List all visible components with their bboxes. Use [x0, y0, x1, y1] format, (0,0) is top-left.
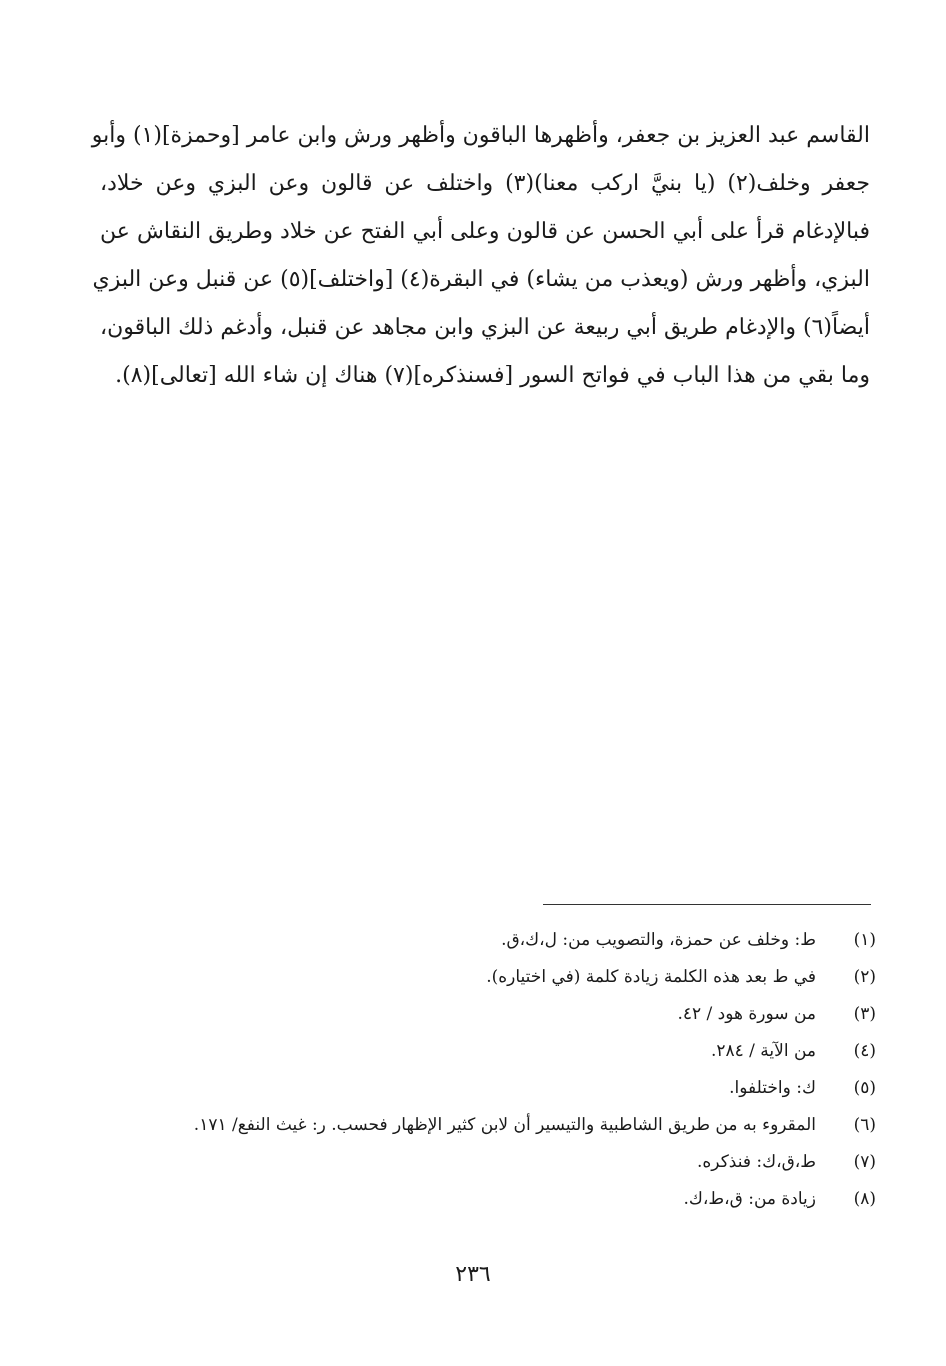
- text-line-2: جعفر وخلف(٢) (يا بنيَّ اركب معنا)(٣) واختلف عن قالون وعن البزي وعن خلاد،: [100, 171, 870, 196]
- footnotes: [120, 922, 876, 1218]
- text-line-6: وما بقي من هذا الباب في فواتح السور [فسنذكره](٧) هناك إن شاء الله [تعالى](٨).: [115, 363, 870, 388]
- footnote-number: (١): [853, 930, 876, 950]
- footnote-3: [120, 996, 876, 1033]
- footnote-number: (٢): [853, 967, 876, 987]
- footnote-text: من الآية / ٢٨٤.: [710, 1041, 816, 1061]
- footnote-4: [120, 1033, 876, 1070]
- footnote-number: (٥): [853, 1078, 876, 1098]
- footnote-1: [120, 922, 876, 959]
- footnote-text: ط،ق،ك: فنذكره.: [697, 1152, 816, 1172]
- text-line-4: البزي، وأظهر ورش (ويعذب من يشاء) في البقرة(٤) [واختلف](٥) عن قنبل وعن البزي: [92, 267, 870, 292]
- footnote-text: زيادة من: ق،ط،ك.: [683, 1189, 816, 1209]
- footnote-6: [120, 1107, 876, 1144]
- text-line-3: فبالإدغام قرأ على أبي الحسن عن قالون وعلى أبي الفتح عن خلاد وطريق النقاش عن: [100, 219, 870, 244]
- footnote-8: [120, 1181, 876, 1218]
- footnote-7: [120, 1144, 876, 1181]
- footnote-5: [120, 1070, 876, 1107]
- text-line-1: القاسم عبد العزيز بن جعفر، وأظهرها الباقون وأظهر ورش وابن عامر [وحمزة](١) وأبو: [91, 123, 870, 148]
- footnote-text: المقروء به من طريق الشاطبية والتيسير أن لابن كثير الإظهار فحسب. ر: غيث النفع/ ١٧١.: [193, 1115, 816, 1135]
- footnote-number: (٤): [853, 1041, 876, 1061]
- footnote-number: (٣): [853, 1004, 876, 1024]
- footnote-text: في ط بعد هذه الكلمة زيادة كلمة (في اختياره).: [486, 967, 816, 987]
- footnote-number: (٧): [853, 1152, 876, 1172]
- footnote-divider: [543, 904, 871, 905]
- footnote-text: ك: واختلفوا.: [729, 1078, 816, 1098]
- page-number: ٢٣٦: [455, 1262, 491, 1287]
- footnote-text: من سورة هود / ٤٢.: [677, 1004, 816, 1024]
- footnote-text: ط: وخلف عن حمزة، والتصويب من: ل،ك،ق.: [501, 930, 816, 950]
- main-text: [91, 112, 870, 400]
- footnote-number: (٨): [853, 1189, 876, 1209]
- footnote-number: (٦): [853, 1115, 876, 1135]
- footnote-2: [120, 959, 876, 996]
- text-line-5: أيضاً(٦) والإدغام طريق أبي ربيعة عن البزي وابن مجاهد عن قنبل، وأدغم ذلك الباقون،: [100, 315, 870, 340]
